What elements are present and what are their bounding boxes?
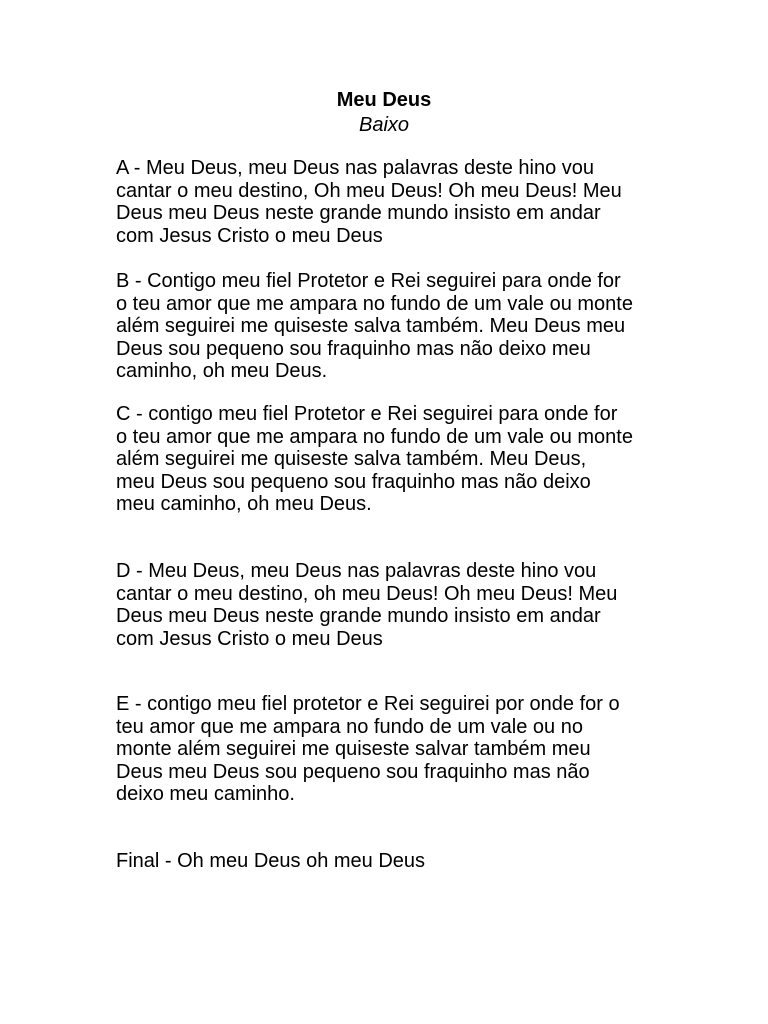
verse-c: C - contigo meu fiel Protetor e Rei seguirei para onde for o teu amor que me ampara no fundo de um vale ou monte além seguirei me quiseste salva também. Meu Deus, meu Deus sou pequeno sou fraquinho mas não deixo meu caminho, oh meu Deus. (116, 403, 633, 515)
verse-a: A - Meu Deus, meu Deus nas palavras deste hino vou cantar o meu destino, Oh meu Deus! Oh meu Deus! Meu Deus meu Deus neste grande mundo insisto em andar com Jesus Cristo o meu Deus (116, 157, 622, 247)
document-title: Meu Deus (336, 89, 432, 111)
verse-b: B - Contigo meu fiel Protetor e Rei seguirei para onde for o teu amor que me ampara no fundo de um vale ou monte além seguirei me quiseste salva também. Meu Deus meu Deus sou pequeno sou fraquinho mas não deixo meu caminho, oh meu Deus. (116, 270, 633, 382)
verse-final: Final - Oh meu Deus oh meu Deus (116, 850, 426, 872)
verse-d: D - Meu Deus, meu Deus nas palavras deste hino vou cantar o meu destino, oh meu Deus! Oh meu Deus! Meu Deus meu Deus neste grande mundo insisto em andar com Jesus Cristo o meu Deus (116, 560, 618, 650)
document-subtitle: Baixo (358, 114, 410, 136)
verse-e: E - contigo meu fiel protetor e Rei seguirei por onde for o teu amor que me ampara no fundo de um vale ou no monte além seguirei me quiseste salvar também meu Deus meu Deus sou pequeno sou fraquinho mas não deixo meu caminho. (116, 693, 620, 805)
